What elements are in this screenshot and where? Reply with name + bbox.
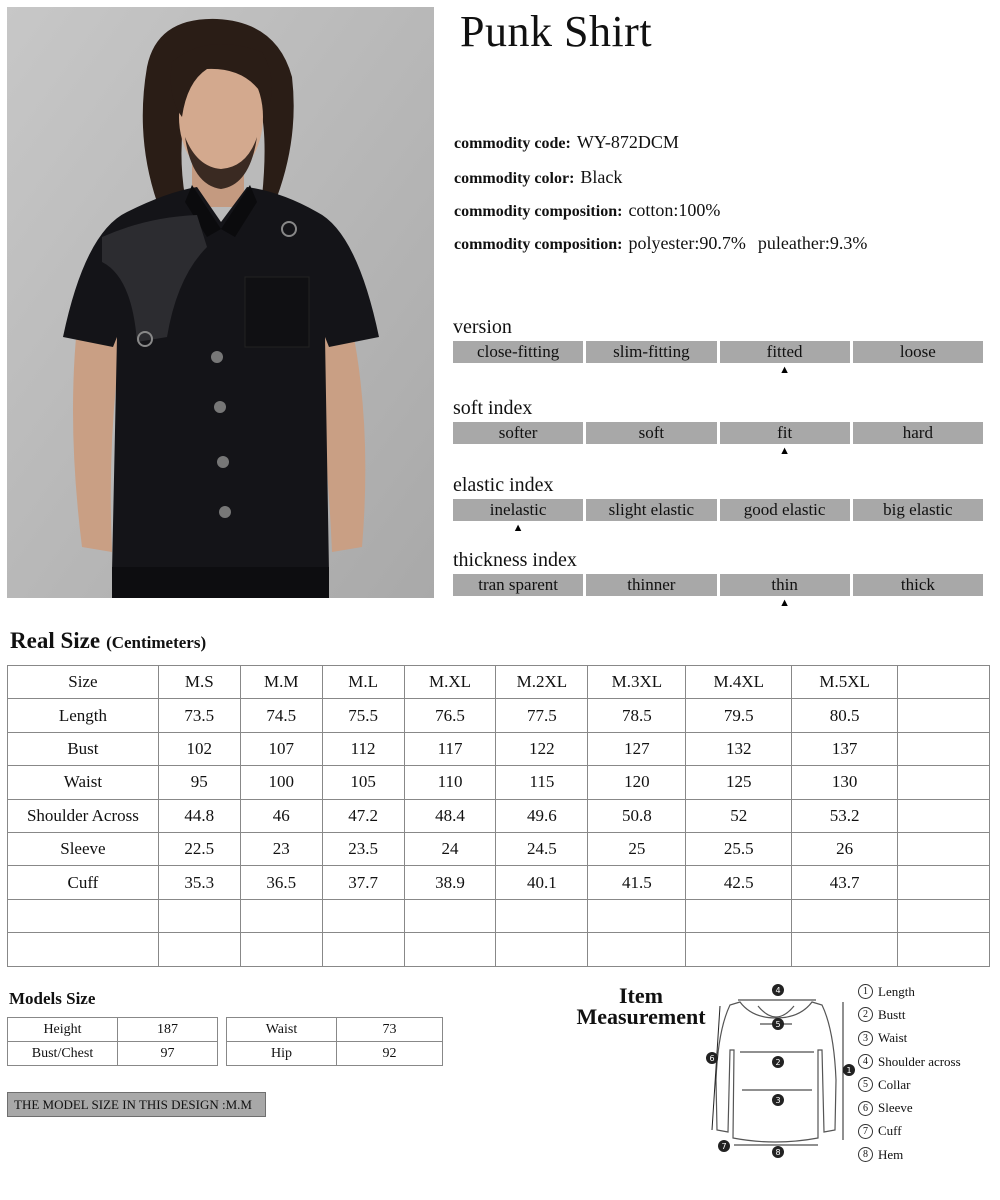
table-cell: 76.5: [404, 699, 496, 732]
table-cell: 115: [496, 766, 588, 799]
item-measurement-title: [560, 985, 722, 1027]
table-cell: 43.7: [792, 866, 898, 899]
table-row: [8, 866, 990, 899]
index-options: [453, 341, 983, 376]
table-cell: 77.5: [496, 699, 588, 732]
table-cell: [898, 699, 990, 732]
index-label: thickness index: [453, 549, 577, 571]
table-cell: 36.5: [240, 866, 322, 899]
table-cell: 42.5: [686, 866, 792, 899]
table-cell: [898, 899, 990, 932]
index-label: soft index: [453, 397, 533, 419]
attr-commodity-code: [454, 132, 679, 153]
table-cell: [240, 899, 322, 932]
table-row: [8, 1042, 218, 1066]
legend-item: [858, 1027, 961, 1050]
real-size-heading: Real Size: [10, 628, 101, 653]
table-cell: 80.5: [792, 699, 898, 732]
table-row: [8, 699, 990, 732]
table-cell: [898, 766, 990, 799]
diagram-marker-2: 2: [775, 1058, 781, 1067]
model-measure-value: 73: [337, 1018, 443, 1042]
diagram-marker-6: 6: [709, 1054, 715, 1063]
table-cell: 132: [686, 732, 792, 765]
table-cell: 40.1: [496, 866, 588, 899]
table-cell: 46: [240, 799, 322, 832]
table-cell: [898, 832, 990, 865]
index-options: [453, 574, 983, 609]
table-cell: 137: [792, 732, 898, 765]
table-row: [8, 732, 990, 765]
table-cell: 117: [404, 732, 496, 765]
table-cell: 74.5: [240, 699, 322, 732]
index-option: softer: [453, 422, 583, 444]
attr-value: Black: [580, 167, 623, 187]
model-measure-value: 92: [337, 1042, 443, 1066]
legend-number-icon: 6: [858, 1101, 873, 1116]
table-cell: 26: [792, 832, 898, 865]
table-header-cell: M.3XL: [588, 666, 686, 699]
table-cell: 44.8: [158, 799, 240, 832]
table-cell: [792, 899, 898, 932]
model-measure-value: 97: [118, 1042, 218, 1066]
attr-value: polyester:90.7%: [628, 233, 746, 253]
table-cell: 107: [240, 732, 322, 765]
table-cell: 48.4: [404, 799, 496, 832]
selected-marker-icon: ▲: [512, 522, 524, 534]
table-cell: [404, 899, 496, 932]
table-row: [8, 832, 990, 865]
table-cell: 112: [322, 732, 404, 765]
table-cell: 79.5: [686, 699, 792, 732]
table-cell: 52: [686, 799, 792, 832]
shirt-measurement-diagram: [700, 980, 855, 1162]
attr-commodity-color: [454, 167, 622, 188]
models-size-table-right: [226, 1017, 443, 1066]
table-header-cell: M.L: [322, 666, 404, 699]
legend-number-icon: 1: [858, 984, 873, 999]
attr-label: commodity code:: [454, 135, 571, 152]
table-cell: 49.6: [496, 799, 588, 832]
models-size-table-left: [7, 1017, 218, 1066]
legend-number-icon: 3: [858, 1031, 873, 1046]
legend-item: [858, 1073, 961, 1096]
index-thickness: [453, 549, 983, 609]
index-options: [453, 499, 983, 534]
table-cell: 73.5: [158, 699, 240, 732]
model-measure-value: 187: [118, 1018, 218, 1042]
table-cell: [240, 933, 322, 966]
legend-item: [858, 1120, 961, 1143]
real-size-title: [10, 628, 206, 654]
table-cell: [496, 899, 588, 932]
table-cell: 47.2: [322, 799, 404, 832]
table-row: [8, 1018, 218, 1042]
selected-marker-icon: ▲: [779, 597, 791, 609]
legend-item: [858, 1143, 961, 1166]
index-label: version: [453, 316, 512, 338]
table-cell: [322, 899, 404, 932]
models-size-title: Models Size: [9, 989, 96, 1008]
table-cell: [898, 933, 990, 966]
attr-value: puleather:9.3%: [757, 233, 868, 253]
index-option: slight elastic: [586, 499, 716, 521]
legend-number-icon: 2: [858, 1007, 873, 1022]
index-option: close-fitting: [453, 341, 583, 363]
model-measure-label: Bust/Chest: [8, 1042, 118, 1066]
table-cell: 50.8: [588, 799, 686, 832]
table-header-cell: M.S: [158, 666, 240, 699]
table-cell: 78.5: [588, 699, 686, 732]
table-cell: [686, 899, 792, 932]
legend-label: Collar: [878, 1076, 911, 1092]
table-cell: 100: [240, 766, 322, 799]
table-cell: 23.5: [322, 832, 404, 865]
table-cell: 24.5: [496, 832, 588, 865]
table-cell: 127: [588, 732, 686, 765]
diagram-marker-7: 7: [721, 1142, 727, 1151]
model-measure-label: Height: [8, 1018, 118, 1042]
item-measurement-title-line2: Measurement: [576, 1004, 706, 1029]
table-cell: [898, 799, 990, 832]
legend-label: Hem: [878, 1146, 904, 1162]
table-cell: 38.9: [404, 866, 496, 899]
table-cell: [322, 933, 404, 966]
table-row-label: [8, 899, 159, 932]
table-cell: 23: [240, 832, 322, 865]
table-cell: 102: [158, 732, 240, 765]
index-option: slim-fitting: [586, 341, 716, 363]
table-row-label: Shoulder Across: [8, 799, 159, 832]
table-cell: 24: [404, 832, 496, 865]
table-row-label: Cuff: [8, 866, 159, 899]
attr-commodity-composition-1: [454, 200, 720, 221]
index-option: big elastic: [853, 499, 983, 521]
legend-item: [858, 1050, 961, 1073]
table-header-cell: M.M: [240, 666, 322, 699]
index-label: elastic index: [453, 474, 554, 496]
diagram-marker-1: 1: [846, 1066, 852, 1075]
table-header-cell: M.XL: [404, 666, 496, 699]
table-row-label: Waist: [8, 766, 159, 799]
table-cell: 130: [792, 766, 898, 799]
real-size-table: [7, 665, 990, 967]
index-option-selected: fit ▲: [720, 422, 850, 444]
model-size-note: THE MODEL SIZE IN THIS DESIGN :M.M: [7, 1092, 266, 1117]
table-header-cell: M.4XL: [686, 666, 792, 699]
table-row: [8, 899, 990, 932]
index-option: loose: [853, 341, 983, 363]
index-option: tran sparent: [453, 574, 583, 596]
index-options: [453, 422, 983, 457]
table-row-label: Sleeve: [8, 832, 159, 865]
item-measurement-title-line1: Item: [619, 983, 663, 1008]
attr-label: commodity composition:: [454, 236, 623, 253]
legend-label: Waist: [878, 1030, 908, 1046]
legend-label: Shoulder across: [878, 1053, 961, 1069]
diagram-marker-4: 4: [775, 986, 781, 995]
table-row: [8, 799, 990, 832]
legend-number-icon: 8: [858, 1147, 873, 1162]
index-elastic: [453, 474, 983, 534]
table-cell: [404, 933, 496, 966]
table-row: [8, 766, 990, 799]
table-cell: 37.7: [322, 866, 404, 899]
diagram-marker-3: 3: [775, 1096, 781, 1105]
table-row: [227, 1018, 443, 1042]
table-row-label: Length: [8, 699, 159, 732]
table-cell: 22.5: [158, 832, 240, 865]
real-size-unit: (Centimeters): [106, 633, 207, 652]
table-cell: 120: [588, 766, 686, 799]
legend-item: [858, 980, 961, 1003]
selected-marker-icon: ▲: [779, 445, 791, 457]
measurement-legend: [858, 980, 961, 1166]
table-cell: [158, 899, 240, 932]
legend-item: [858, 1096, 961, 1119]
model-illustration: [7, 7, 434, 598]
selected-marker-icon: ▲: [779, 364, 791, 376]
attr-value: WY-872DCM: [576, 132, 679, 152]
table-row-label: Bust: [8, 732, 159, 765]
table-header-cell: M.5XL: [792, 666, 898, 699]
product-photo: [7, 7, 434, 598]
index-option-selected: fitted ▲: [720, 341, 850, 363]
diagram-marker-5: 5: [775, 1020, 781, 1029]
table-cell: [686, 933, 792, 966]
legend-label: Length: [878, 983, 915, 999]
table-cell: [496, 933, 588, 966]
product-title: Punk Shirt: [460, 7, 653, 56]
legend-item: [858, 1003, 961, 1026]
legend-number-icon: 7: [858, 1124, 873, 1139]
index-version: [453, 316, 983, 376]
table-cell: 95: [158, 766, 240, 799]
index-option-selected: thin ▲: [720, 574, 850, 596]
index-option: hard: [853, 422, 983, 444]
legend-number-icon: 4: [858, 1054, 873, 1069]
table-cell: 35.3: [158, 866, 240, 899]
table-header-cell: M.2XL: [496, 666, 588, 699]
diagram-marker-8: 8: [775, 1148, 781, 1157]
index-option-selected: inelastic ▲: [453, 499, 583, 521]
table-cell: [158, 933, 240, 966]
index-option: soft: [586, 422, 716, 444]
table-cell: [588, 933, 686, 966]
table-cell: 25: [588, 832, 686, 865]
model-measure-label: Hip: [227, 1042, 337, 1066]
table-cell: [898, 732, 990, 765]
index-option: good elastic: [720, 499, 850, 521]
legend-label: Bustt: [878, 1006, 906, 1022]
index-option: thick: [853, 574, 983, 596]
table-cell: [898, 866, 990, 899]
table-row: [227, 1042, 443, 1066]
table-row: [8, 933, 990, 966]
attr-label: commodity color:: [454, 170, 575, 187]
model-measure-label: Waist: [227, 1018, 337, 1042]
index-option: thinner: [586, 574, 716, 596]
table-header-cell: Size: [8, 666, 159, 699]
table-cell: [588, 899, 686, 932]
table-cell: 125: [686, 766, 792, 799]
index-soft: [453, 397, 983, 457]
table-header-row: [8, 666, 990, 699]
legend-label: Cuff: [878, 1123, 902, 1139]
attr-commodity-composition-2: [454, 233, 867, 254]
attr-label: commodity composition:: [454, 203, 623, 220]
table-cell: 110: [404, 766, 496, 799]
table-cell: 53.2: [792, 799, 898, 832]
table-header-cell: [898, 666, 990, 699]
attr-value: cotton:100%: [628, 200, 721, 220]
table-cell: 75.5: [322, 699, 404, 732]
table-cell: [792, 933, 898, 966]
table-cell: 105: [322, 766, 404, 799]
table-cell: 122: [496, 732, 588, 765]
legend-label: Sleeve: [878, 1100, 913, 1116]
table-row-label: [8, 933, 159, 966]
table-cell: 25.5: [686, 832, 792, 865]
legend-number-icon: 5: [858, 1077, 873, 1092]
table-cell: 41.5: [588, 866, 686, 899]
